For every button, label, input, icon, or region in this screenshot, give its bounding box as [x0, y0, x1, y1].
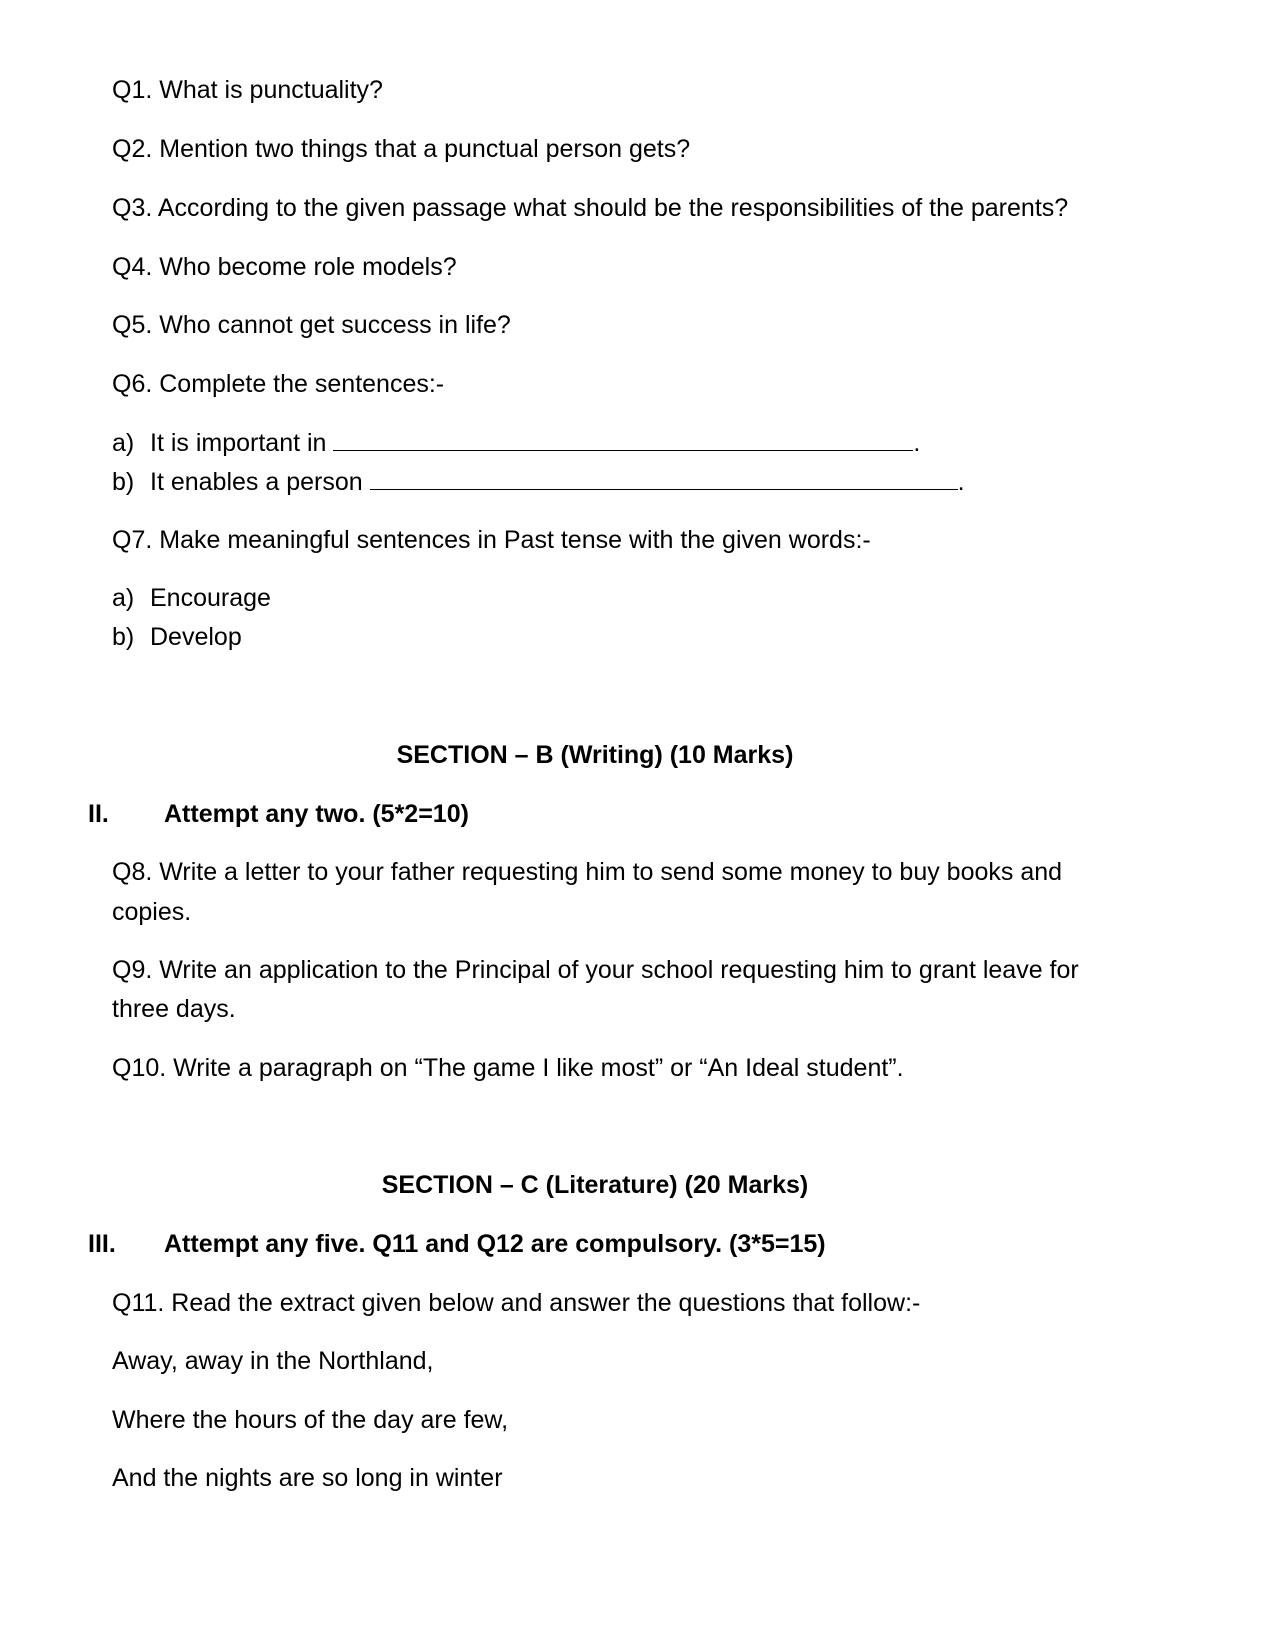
section-b-roman-numeral: II.: [88, 800, 109, 828]
section-c-title: SECTION – C (Literature) (20 Marks): [381, 1171, 809, 1199]
answer-blank-a: [333, 428, 913, 451]
section-b-instruction: Attempt any two. (5*2=10): [164, 800, 469, 828]
q6-item-a-text: It is important in: [150, 429, 327, 457]
q7-item-a-text: Encourage: [150, 584, 271, 612]
q6-item-a: [112, 427, 920, 459]
poem-line-3: And the nights are so long in winter: [112, 1464, 503, 1492]
q6-item-b-text: It enables a person: [150, 468, 363, 496]
question-8-line-1: Q8. Write a letter to your father requesting him to send some money to buy books and: [112, 858, 1063, 886]
q6-item-b: [112, 466, 965, 498]
poem-line-1: Away, away in the Northland,: [112, 1347, 434, 1375]
section-b-title: SECTION – B (Writing) (10 Marks): [396, 741, 794, 769]
question-4: Q4. Who become role models?: [112, 253, 457, 281]
q6-item-a-letter: a): [112, 429, 135, 457]
q6-item-b-period: .: [957, 468, 965, 496]
question-2: Q2. Mention two things that a punctual person gets?: [112, 135, 691, 163]
q7-item-b-letter: b): [112, 623, 135, 651]
question-7: Q7. Make meaningful sentences in Past tense with the given words:-: [112, 526, 871, 554]
poem-line-2: Where the hours of the day are few,: [112, 1406, 509, 1434]
q7-item-a-letter: a): [112, 584, 135, 612]
q6-item-a-period: .: [913, 429, 921, 457]
q7-item-a: [112, 582, 271, 614]
section-c-instruction: Attempt any five. Q11 and Q12 are compulsory. (3*5=15): [164, 1230, 826, 1258]
question-5: Q5. Who cannot get success in life?: [112, 311, 511, 339]
q7-item-b: [112, 621, 242, 653]
q6-item-b-letter: b): [112, 468, 135, 496]
question-10: Q10. Write a paragraph on “The game I like most” or “An Ideal student”.: [112, 1054, 904, 1082]
question-3: Q3. According to the given passage what should be the responsibilities of the parents?: [112, 194, 1069, 222]
question-6: Q6. Complete the sentences:-: [112, 370, 445, 398]
section-c-roman-numeral: III.: [88, 1230, 116, 1258]
question-1: Q1. What is punctuality?: [112, 76, 383, 104]
question-9-line-1: Q9. Write an application to the Principal of your school requesting him to grant leave for: [112, 956, 1079, 984]
question-9-line-2: three days.: [112, 995, 236, 1023]
q7-item-b-text: Develop: [150, 623, 242, 651]
question-8-line-2: copies.: [112, 898, 192, 926]
answer-blank-b: [370, 467, 958, 490]
question-11: Q11. Read the extract given below and answer the questions that follow:-: [112, 1289, 921, 1317]
